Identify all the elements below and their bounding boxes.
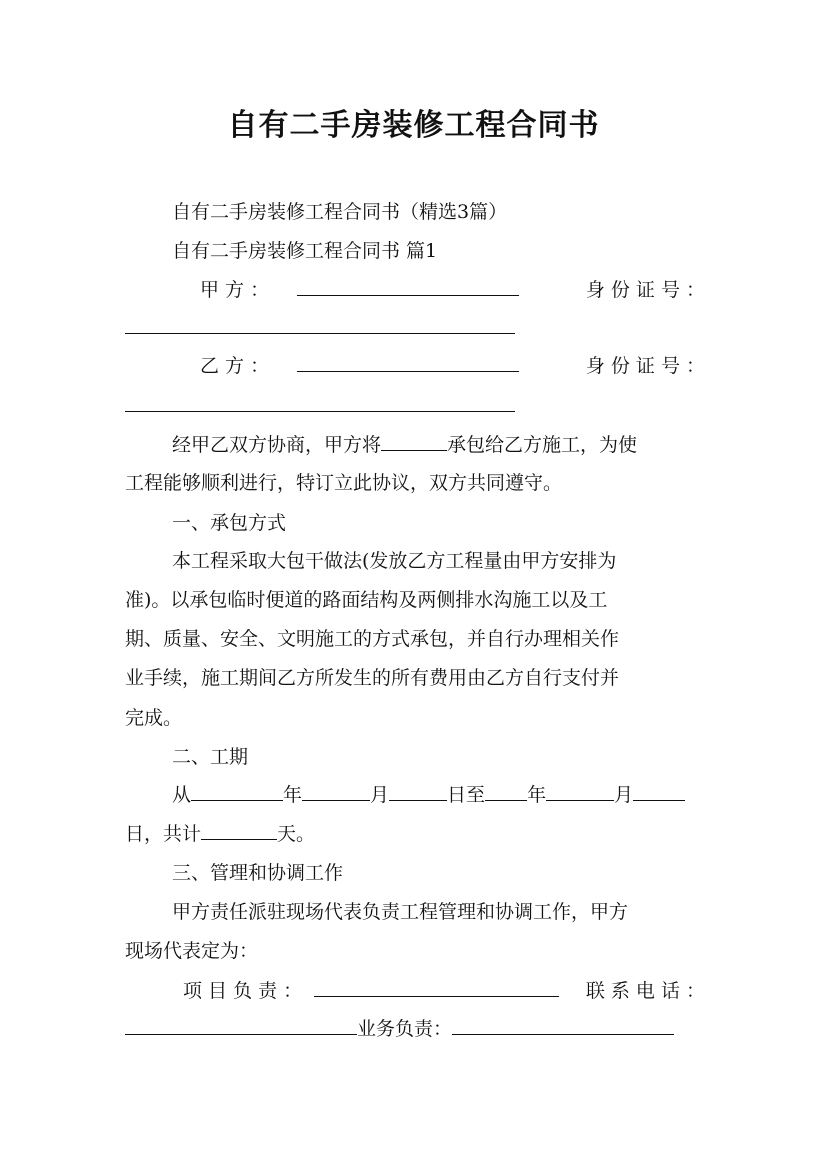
intro-line-2: 工程能够顺利进行，特订立此协议，双方共同遵守。	[125, 472, 563, 494]
party-b-id-label: 身 份 证 号 ：	[585, 355, 705, 377]
section1-heading: 一、承包方式	[172, 512, 287, 534]
intro-line-1	[172, 432, 705, 458]
intro-text-b: 承包给乙方施工，为使	[447, 434, 638, 456]
end-day-blank	[633, 782, 685, 801]
document-subtitle: 自有二手房装修工程合同书（精选3篇）	[172, 201, 508, 223]
period-year-2: 年	[527, 784, 547, 806]
section2-heading: 二、工期	[172, 746, 249, 768]
project-lead-blank	[314, 978, 559, 997]
total-days-blank	[201, 821, 277, 840]
party-a-id-label: 身 份 证 号 ：	[585, 279, 705, 301]
phone-label: 联 系 电 话 ：	[585, 980, 705, 1002]
party-a-id-blank	[125, 333, 515, 334]
section1-line: 完成。	[125, 707, 183, 729]
project-blank	[381, 432, 447, 451]
end-year-blank	[485, 782, 527, 801]
start-year-blank	[191, 782, 283, 801]
start-day-blank	[389, 782, 447, 801]
period-day-1: 日至	[447, 784, 486, 806]
party-a-label: 甲 方 ：	[200, 279, 270, 301]
period-day-2: 日，共计	[125, 823, 202, 845]
start-month-blank	[302, 782, 370, 801]
party-a-row	[200, 277, 705, 303]
period-year-1: 年	[283, 784, 303, 806]
party-b-label: 乙 方 ：	[200, 355, 270, 377]
business-lead-row	[125, 1016, 705, 1042]
project-lead-row	[183, 978, 705, 1004]
party-a-name-blank	[297, 277, 519, 296]
business-lead-label: 业务负责：	[357, 1018, 453, 1040]
party-b-name-blank	[297, 353, 519, 372]
end-month-blank	[546, 782, 614, 801]
party-b-id-blank	[125, 411, 515, 412]
article-heading: 自有二手房装修工程合同书 篇1	[172, 240, 438, 262]
section3-line-2: 现场代表定为：	[125, 940, 259, 962]
section1-line: 期、质量、安全、文明施工的方式承包，并自行办理相关作	[125, 628, 620, 650]
period-line-2	[125, 821, 705, 847]
phone-blank	[125, 1016, 357, 1035]
period-days: 天。	[277, 823, 316, 845]
document-title: 自有二手房装修工程合同书	[227, 108, 600, 143]
period-month-1: 月	[370, 784, 390, 806]
intro-text-a: 经甲乙双方协商，甲方将	[172, 434, 382, 456]
period-from: 从	[172, 784, 192, 806]
section1-line: 业手续，施工期间乙方所发生的所有费用由乙方自行支付并	[125, 667, 620, 689]
project-lead-label: 项 目 负 责 ：	[183, 980, 303, 1002]
party-b-row	[200, 353, 705, 379]
section1-line: 准)。以承包临时便道的路面结构及两侧排水沟施工以及工	[125, 589, 608, 611]
section3-line-1: 甲方责任派驻现场代表负责工程管理和协调工作，甲方	[172, 901, 629, 923]
period-line-1	[172, 782, 705, 808]
business-lead-blank	[452, 1016, 674, 1035]
period-month-2: 月	[614, 784, 634, 806]
section1-line: 本工程采取大包干做法(发放乙方工程量由甲方安排为	[172, 550, 617, 572]
section3-heading: 三、管理和协调工作	[172, 862, 344, 884]
